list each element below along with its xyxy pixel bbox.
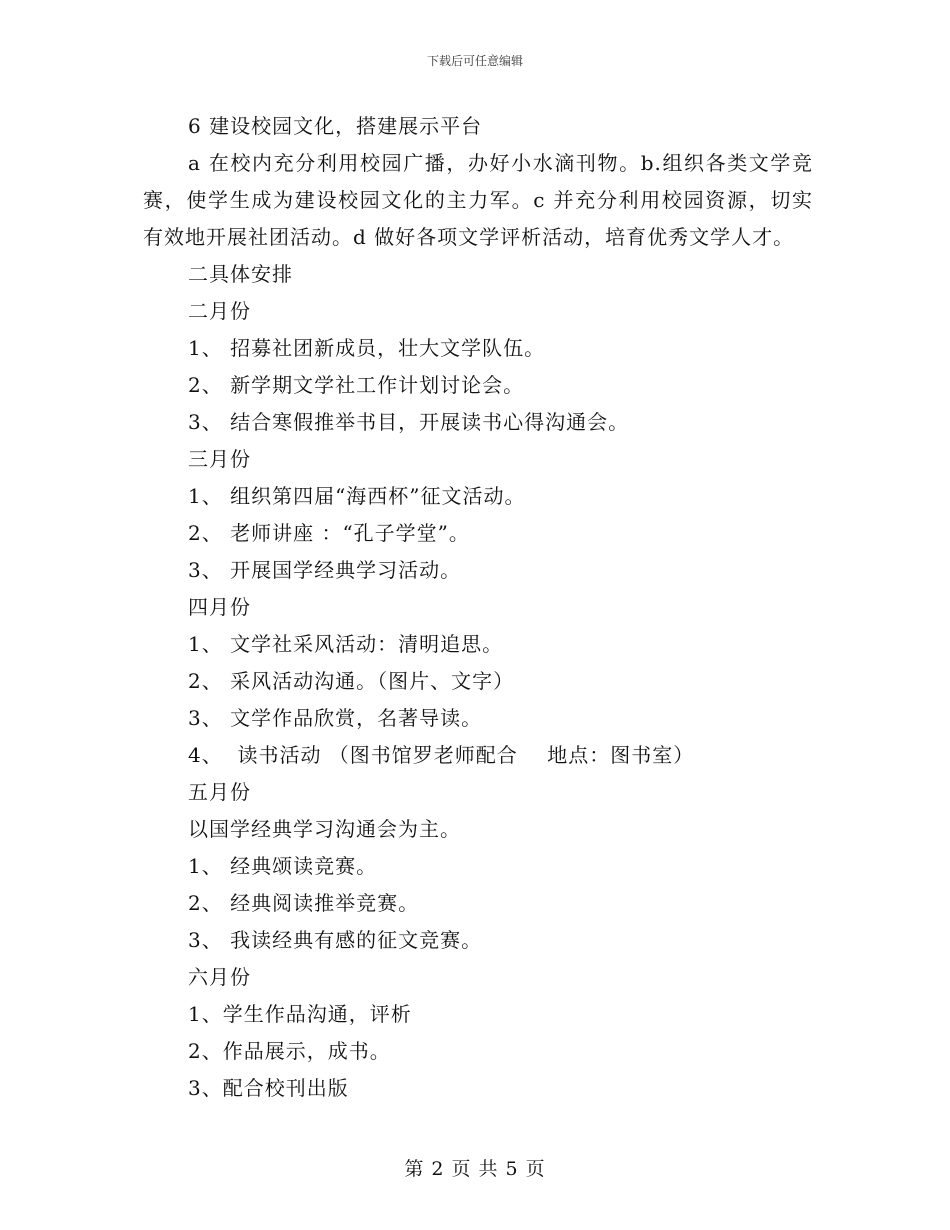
page-number: 第 2 页 共 5 页 [404, 1158, 546, 1180]
paragraph: a 在校内充分利用校园广播，办好小水滴刊物。b.组织各类文学竞赛，使学生成为建设校园文化的主力军。c 并充分利用校园资源，切实有效地开展社团活动。d 做好各项文学评析活动，培育优秀文学人才。 [143, 151, 813, 249]
list-item: 3、 开展国学经典学习活动。 [188, 558, 462, 582]
list-item: 2、 新学期文学社工作计划讨论会。 [188, 373, 525, 397]
list-item: 2、 采风活动沟通。（图片、文字） [188, 669, 515, 693]
list-item: 1、 经典颂读竞赛。 [188, 854, 378, 878]
list-item: 2、 老师讲座 ：“孔子学堂”。 [188, 521, 470, 545]
list-item: 4、 读书活动 （图书馆罗老师配合 地点：图书室） [188, 743, 695, 767]
list-item: 2、作品展示，成书。 [188, 1039, 391, 1063]
list-item: 3、 文学作品欣赏，名著导读。 [188, 706, 483, 730]
list-item: 3、 我读经典有感的征文竞赛。 [188, 928, 483, 952]
list-item: 1、学生作品沟通，评析 [188, 1002, 412, 1026]
list-item: 1、 组织第四届“海西杯”征文活动。 [188, 484, 526, 508]
list-item: 1、 招募社团新成员，壮大文学队伍。 [188, 336, 546, 360]
page-header: 下载后可任意编辑 [426, 54, 523, 68]
month-intro: 以国学经典学习沟通会为主。 [188, 817, 461, 841]
document-body [143, 108, 813, 1107]
list-item: 3、配合校刊出版 [188, 1076, 349, 1100]
month-title: 三月份 [188, 447, 251, 471]
month-title: 二月份 [188, 299, 251, 323]
month-title: 四月份 [188, 595, 251, 619]
month-title: 五月份 [188, 780, 251, 804]
section-heading: 6 建设校园文化，搭建展示平台 [188, 114, 483, 138]
section-heading: 二具体安排 [188, 262, 293, 286]
list-item: 2、 经典阅读推举竞赛。 [188, 891, 420, 915]
list-item: 3、 结合寒假推举书目，开展读书心得沟通会。 [188, 410, 630, 434]
month-title: 六月份 [188, 965, 251, 989]
list-item: 1、 文学社采风活动：清明追思。 [188, 632, 504, 656]
